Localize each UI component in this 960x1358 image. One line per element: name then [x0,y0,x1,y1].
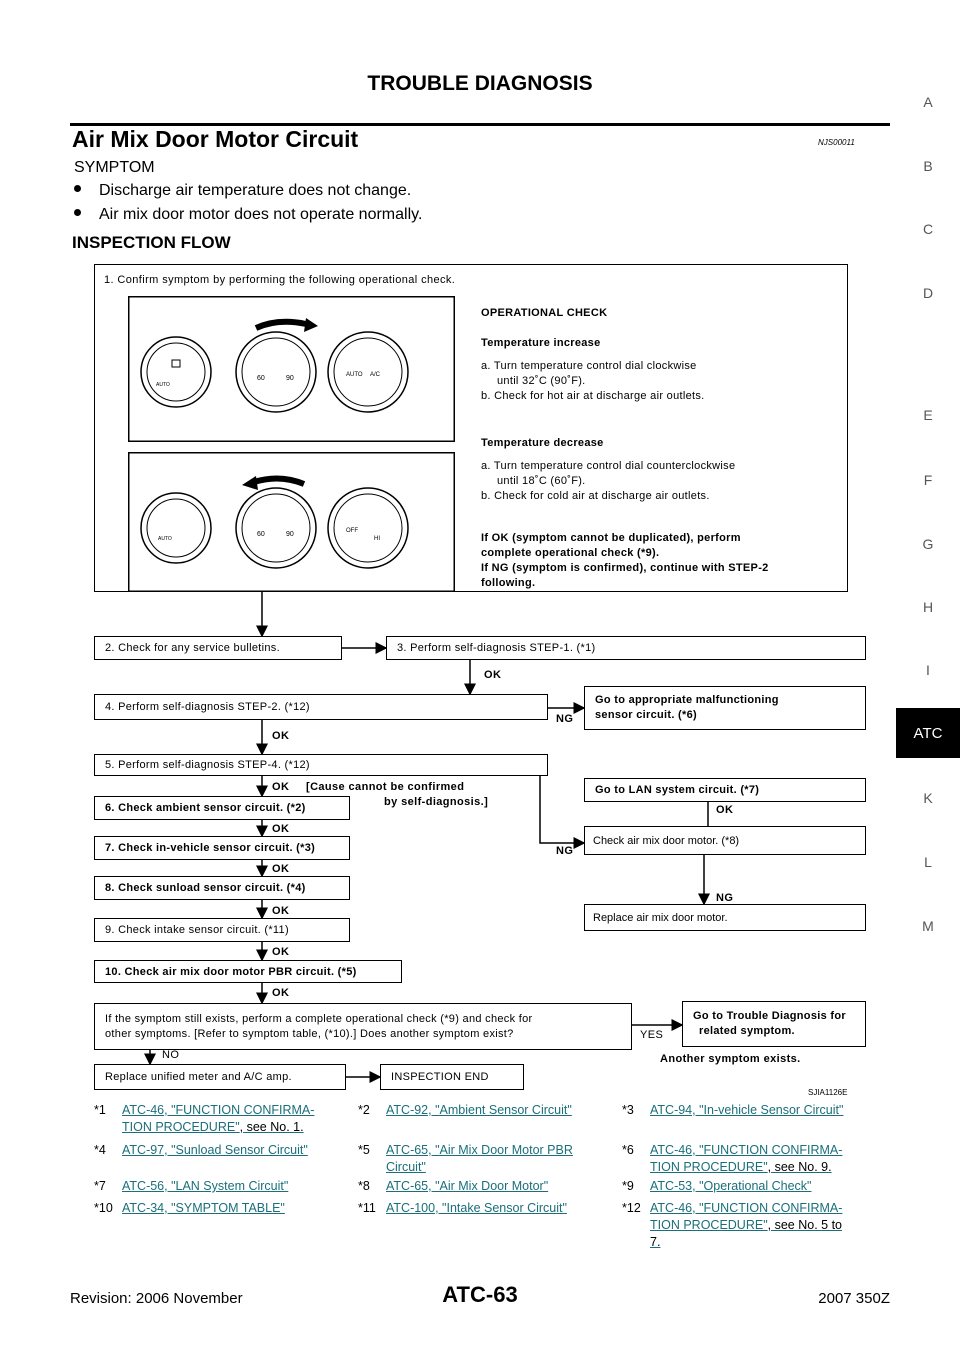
side-index-g[interactable]: G [922,536,934,552]
step9-box: 9. Check intake sensor circuit. (*11) [94,918,350,942]
svg-text:60: 60 [257,375,265,382]
reference-link[interactable]: ATC-94, "In-vehicle Sensor Circuit" [650,1103,844,1117]
reference-link[interactable]: ATC-92, "Ambient Sensor Circuit" [386,1103,572,1117]
ok-label: OK [272,863,290,875]
inspection-end-box: INSPECTION END [380,1064,524,1090]
temperature-dial-icon [236,488,316,568]
ng-label: NG [556,713,574,725]
inc-step-b: b. Check for hot air at discharge air outlets. [481,390,705,402]
no-label: NO [162,1049,180,1061]
op-check-result-2: complete operational check (*9). [481,547,660,559]
svg-text:OFF: OFF [346,528,358,534]
side-index-a[interactable]: A [923,94,933,110]
cause-note-2: by self-diagnosis.] [384,796,489,808]
ok-label: OK [716,804,734,816]
ng-label: NG [556,845,574,857]
dec-step-a-cont: until 18˚C (60˚F). [497,475,586,487]
side-index-m[interactable]: M [922,918,934,934]
side-index-h[interactable]: H [922,599,934,615]
step4-box: 4. Perform self-diagnosis STEP-2. (*12) [94,694,548,720]
reference-link[interactable]: ATC-53, "Operational Check" [650,1179,812,1193]
reference-link[interactable]: ATC-46, "FUNCTION CONFIRMA- TION PROCEDURE", see No. 9. [650,1143,843,1174]
ng-label: NG [716,892,734,904]
op-check-title: OPERATIONAL CHECK [481,307,608,319]
footer-page-number: ATC-63 [442,1282,518,1307]
ok-label: OK [272,987,290,999]
symptom-item: Discharge air temperature does not change. [74,182,411,200]
ok-label: OK [272,946,290,958]
side-index-atc-active[interactable]: ATC [896,708,960,758]
reference-link[interactable]: ATC-65, "Air Mix Door Motor PBR Circuit" [386,1143,573,1174]
op-check-result-3: If NG (symptom is confirmed), continue with STEP-2 [481,562,769,574]
another-symptom-note: Another symptom exists. [660,1053,801,1065]
dial-panel-increase [128,296,455,442]
side-index-i[interactable]: I [926,662,930,678]
page-header-title: TROUBLE DIAGNOSIS [367,72,593,95]
svg-text:A/C: A/C [370,372,381,378]
ok-label: OK [272,730,290,742]
svg-text:AUTO: AUTO [156,382,170,388]
dec-step-a: a. Turn temperature control dial counterclockwise [481,460,736,472]
ok-label: OK [484,669,502,681]
svg-text:HI: HI [374,536,380,542]
mode-dial-icon [328,332,408,412]
side-index-c[interactable]: C [922,221,934,237]
footer-model: 2007 350Z [818,1290,890,1307]
temperature-dial-icon [236,332,316,412]
symptom-item: Air mix door motor does not operate normally. [74,206,422,224]
reference-link[interactable]: ATC-100, "Intake Sensor Circuit" [386,1201,567,1215]
inc-step-a-cont: until 32˚C (90˚F). [497,375,586,387]
reference-link[interactable]: ATC-56, "LAN System Circuit" [122,1179,289,1193]
side-index-f[interactable]: F [923,472,933,488]
ok-label: OK [272,781,290,793]
inc-title: Temperature increase [481,337,601,349]
reference-link[interactable]: ATC-46, "FUNCTION CONFIRMA- TION PROCEDURE", see No. 1. [122,1103,315,1134]
ok-label: OK [272,905,290,917]
fan-dial-icon [141,337,211,407]
section-code: NJS00011 [818,138,855,147]
svg-text:AUTO: AUTO [158,536,172,542]
side-index-e[interactable]: E [923,407,933,423]
side-index-l[interactable]: L [924,854,932,870]
side-index-d[interactable]: D [922,285,934,301]
reference-link[interactable]: ATC-46, "FUNCTION CONFIRMA- TION PROCEDURE", see No. 5 to 7. [650,1201,843,1249]
symptom-heading: SYMPTOM [74,159,155,176]
step1-text: 1. Confirm symptom by performing the following operational check. [104,274,456,286]
inc-step-a: a. Turn temperature control dial clockwise [481,360,697,372]
fan-dial-icon [141,493,211,563]
side-index-b[interactable]: B [923,158,933,174]
svg-text:60: 60 [257,531,265,538]
step6-box: 6. Check ambient sensor circuit. (*2) [94,796,350,820]
svg-text:90: 90 [286,531,294,538]
step10-box: 10. Check air mix door motor PBR circuit. (*5) [94,960,402,983]
yes-label: YES [640,1029,664,1041]
figure-id: SJIA1126E [808,1088,848,1097]
step2-box: 2. Check for any service bulletins. [94,636,342,660]
step7-box: 7. Check in-vehicle sensor circuit. (*3) [94,836,350,860]
ok-label: OK [272,823,290,835]
malfunction-sensor-box: Go to appropriate malfunctioning sensor circuit. (*6) [584,686,866,730]
lan-box: Go to LAN system circuit. (*7) [584,778,866,802]
dec-step-b: b. Check for cold air at discharge air outlets. [481,490,710,502]
dial-panel-decrease [128,452,455,592]
step5-box: 5. Perform self-diagnosis STEP-4. (*12) [94,754,548,776]
op-check-result-1: If OK (symptom cannot be duplicated), perform [481,532,741,544]
svg-text:AUTO: AUTO [346,372,363,378]
svg-text:90: 90 [286,375,294,382]
side-index-k[interactable]: K [923,790,933,806]
check-motor-box: Check air mix door motor. (*8) [584,826,866,855]
reference-link[interactable]: ATC-65, "Air Mix Door Motor" [386,1179,549,1193]
section-title: Air Mix Door Motor Circuit [72,126,359,152]
footer-revision: Revision: 2006 November [70,1290,243,1307]
dec-title: Temperature decrease [481,437,604,449]
trouble-diagnosis-box: Go to Trouble Diagnosis for related symptom. [682,1001,866,1047]
cause-note-1: [Cause cannot be confirmed [306,781,465,793]
step3-box: 3. Perform self-diagnosis STEP-1. (*1) [386,636,866,660]
inspection-flow-heading: INSPECTION FLOW [72,233,231,252]
reference-link[interactable]: ATC-97, "Sunload Sensor Circuit" [122,1143,308,1157]
step8-box: 8. Check sunload sensor circuit. (*4) [94,876,350,900]
replace-motor-box: Replace air mix door motor. [584,904,866,931]
mode-dial-icon [328,488,408,568]
reference-link[interactable]: ATC-34, "SYMPTOM TABLE" [122,1201,285,1215]
replace-amp-box: Replace unified meter and A/C amp. [94,1064,346,1090]
final-question-box: If the symptom still exists, perform a complete operational check (*9) and check for other symptoms. [Refer to symptom table, (*10).] Does another symptom exist? [94,1003,632,1050]
op-check-result-4: following. [481,577,536,589]
